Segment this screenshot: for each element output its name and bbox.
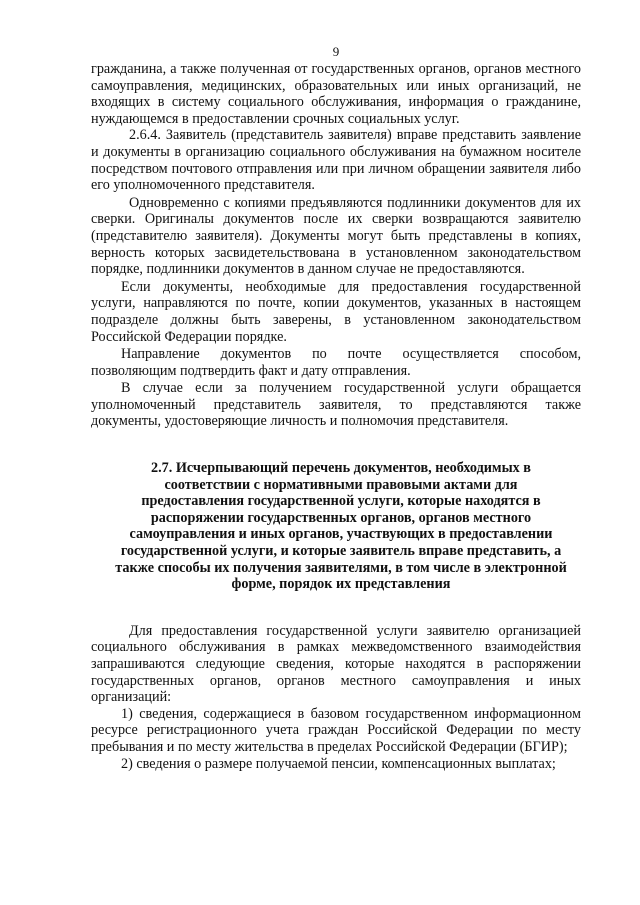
paragraph-continuation: гражданина, а также полученная от государственных органов, органов местного самоуправления, медицинских, образовательных или иных организаций, не входящих в систему социального обслуживания, информация о гражданине, нуждающемся в предоставлении срочных социальных услуг. (91, 61, 581, 127)
paragraph-mail-copies: Если документы, необходимые для предоставления государственной услуги, направляются по почте, копии документов, указанных в настоящем подразделе должны быть заверены, в установленном законодательством Российской Федерации порядке. (91, 278, 581, 345)
page-number: 9 (332, 44, 340, 59)
paragraph-originals: Одновременно с копиями предъявляются подлинники документов для их сверки. Оригиналы документов после их сверки возвращаются заявителю (представителю заявителя). Документы могут быть представлены в копиях, верность которых засвидетельствована в установленном законодательством порядке, подлинники документов в данном случае не предоставляются. (91, 194, 581, 278)
paragraph-mail-direction: Направление документов по почте осуществляется способом, позволяющим подтвердить факт и дату отправления. (91, 346, 581, 379)
list-item-2-pension: 2) сведения о размере получаемой пенсии, компенсационных выплатах; (121, 755, 556, 772)
paragraph-interagency-request: Для предоставления государственной услуги заявителю организацией социального обслуживания в рамках межведомственного взаимодействия запрашиваются следующие сведения, которые находятся в распоряжении государственных органов, органов местного самоуправления и иных организаций: (91, 622, 581, 706)
paragraph-2-6-4: 2.6.4. Заявитель (представитель заявителя) вправе представить заявление и документы в организацию социального обслуживания на бумажном носителе посредством почтового отправления или при личном обращении заявителя либо его уполномоченного представителя. (91, 127, 581, 194)
document-body (91, 61, 581, 772)
list-item-1-bgir: 1) сведения, содержащиеся в базовом государственном информационном ресурсе регистрационного учета граждан Российской Федерации по месту пребывания и по месту жительства в пределах Российской Федерации (БГИР); (91, 705, 581, 755)
paragraph-representative: В случае если за получением государственной услуги обращается уполномоченный представитель заявителя, то представляются также документы, удостоверяющие личность и полномочия представителя. (91, 380, 581, 430)
section-heading-2-7: 2.7. Исчерпывающий перечень документов, необходимых в соответствии с нормативными правовыми актами для предоставления государственной услуги, которые находятся в распоряжении государственных органов, органов местного самоуправления и иных органов, участвующих в предоставлении государственной услуги, и которые заявитель вправе представить, а также способы их получения заявителями, в том числе в электронной форме, порядок их представления (115, 460, 567, 593)
